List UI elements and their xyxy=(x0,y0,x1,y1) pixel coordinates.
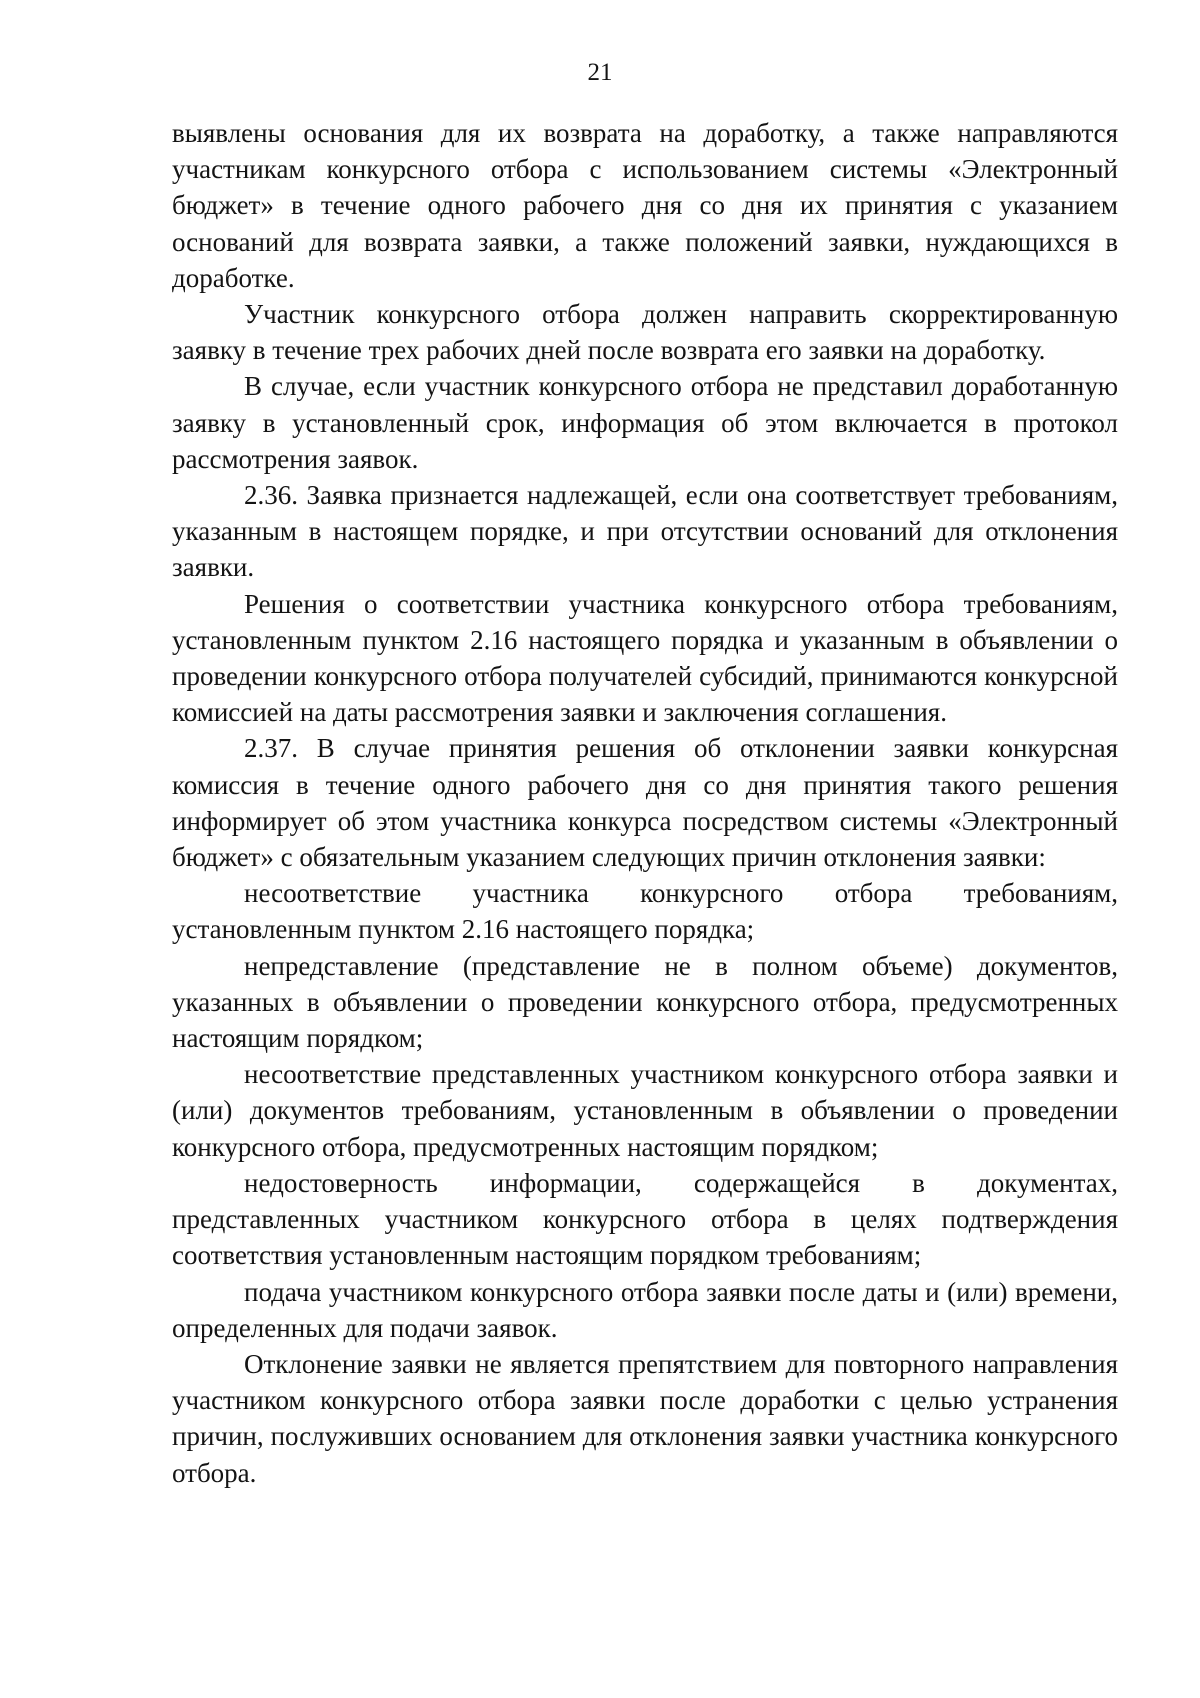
paragraph-continuation: выявлены основания для их возврата на доработку, а также направляются участникам конкурсного отбора с использованием системы «Электронный бюджет» в течение одного рабочего дня со дня их принятия с указанием оснований для возврата заявки, а также положений заявки, нуждающихся в доработке. xyxy=(172,118,1118,293)
page-number: 21 xyxy=(587,59,613,86)
list-item-noncompliance-participant: несоответствие участника конкурсного отбора требованиям, установленным пунктом 2.16 настоящего порядка; xyxy=(172,878,1118,945)
list-item-late-submission: подача участником конкурсного отбора заявки после даты и (или) времени, определенных для подачи заявок. xyxy=(172,1276,1118,1343)
paragraph-2-37: 2.37. В случае принятия решения об отклонении заявки конкурсная комиссия в течение одного рабочего дня со дня принятия такого решения информирует об этом участника конкурса посредством системы «Электронный бюджет» с обязательным указанием следующих причин отклонения заявки: xyxy=(172,733,1118,873)
list-item-false-information: недостоверность информации, содержащейся в документах, представленных участником конкурсного отбора в целях подтверждения соответствия установленным настоящим порядком требованиям; xyxy=(172,1167,1118,1271)
list-item-noncompliance-documents: несоответствие представленных участником конкурсного отбора заявки и (или) документов требованиям, установленным в объявлении о проведении конкурсного отбора, предусмотренных настоящим порядком; xyxy=(172,1059,1118,1162)
paragraph-compliance-decisions: Решения о соответствии участника конкурсного отбора требованиям, установленным пунктом 2.16 настоящего порядка и указанным в объявлении о проведении конкурсного отбора получателей субсидий, принимаются конкурсной комиссией на даты рассмотрения заявки и заключения соглашения. xyxy=(172,588,1118,728)
paragraph-not-resubmitted: В случае, если участник конкурсного отбора не представил доработанную заявку в установленный срок, информация об этом включается в протокол рассмотрения заявок. xyxy=(172,371,1118,474)
paragraph-resubmission-deadline: Участник конкурсного отбора должен направить скорректированную заявку в течение трех рабочих дней после возврата его заявки на доработку. xyxy=(172,299,1118,366)
paragraph-2-36: 2.36. Заявка признается надлежащей, если она соответствует требованиям, указанным в настоящем порядке, и при отсутствии оснований для отклонения заявки. xyxy=(172,480,1118,583)
document-body xyxy=(172,115,1118,1491)
list-item-missing-documents: непредставление (представление не в полном объеме) документов, указанных в объявлении о проведении конкурсного отбора, предусмотренных настоящим порядком; xyxy=(172,950,1118,1054)
paragraph-rejection-not-obstacle: Отклонение заявки не является препятствием для повторного направления участником конкурсного отбора заявки после доработки с целью устранения причин, послуживших основанием для отклонения заявки участника конкурсного отбора. xyxy=(172,1348,1118,1488)
